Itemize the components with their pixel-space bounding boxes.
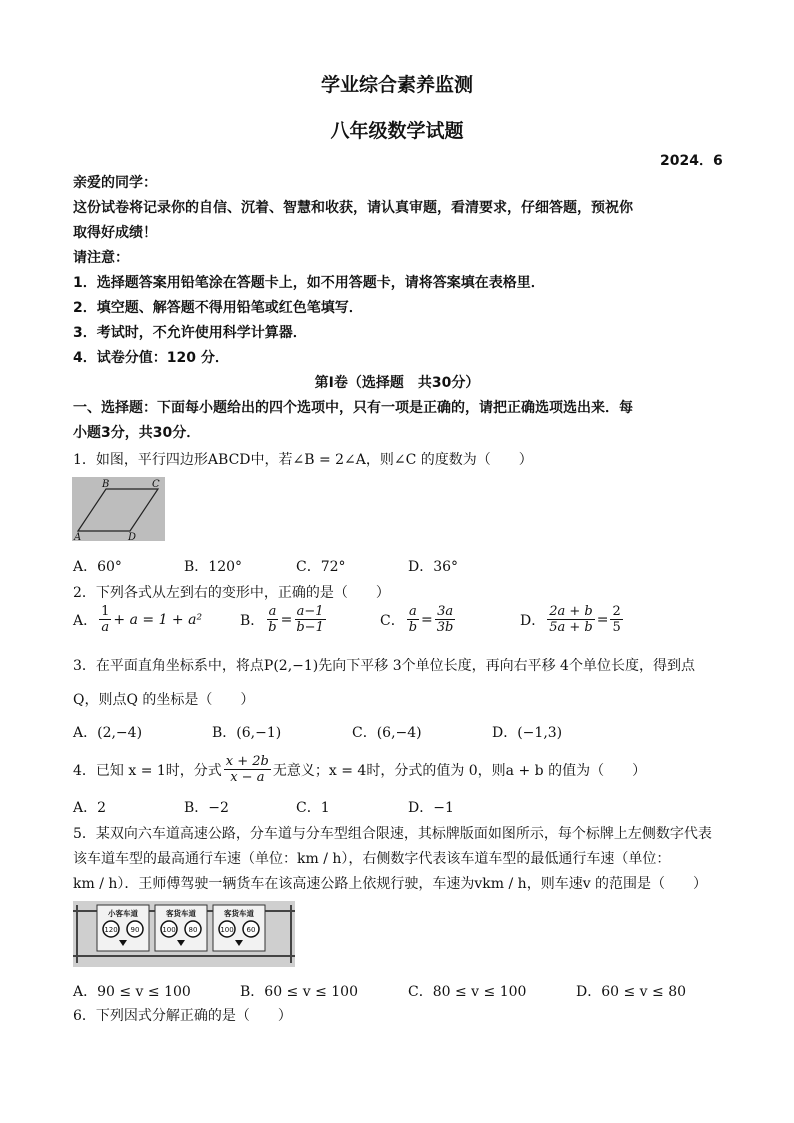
sign3-min: 60 [246,926,256,934]
section-title: 第Ⅰ卷（选择题 共30分） [314,375,480,391]
parallelogram-figure [72,477,165,541]
q3-stem-2: Q，则点Q 的坐标是（ ） [73,692,255,708]
notice-heading: 请注意： [73,250,129,266]
q3-stem-1: 3．在平面直角坐标系中，将点P(2,−1)先向下平移 3个单位长度，再向右平移 4个单位长度，得到点 [73,658,695,674]
q2-option-b[interactable]: B． $\frac{a}{b}$ = $\frac{a-1}{b-1}$ [240,604,324,635]
notice-1: 1．选择题答案用铅笔涂在答题卡上，如不用答题卡，请将答案填在表格里． [73,275,545,291]
sign2-min: 80 [188,926,198,934]
q3-option-b[interactable]: B．(6,−1) [212,725,282,741]
label-d: D [128,532,137,541]
sign1-max: 120 [104,926,118,934]
page-subtitle: 八年级数学试题 [330,120,464,142]
q3-option-d[interactable]: D．(−1,3) [492,725,563,741]
sign1-min: 90 [130,926,140,934]
q5-stem-2: 该车道车型的最高通行车速（单位：km / h），右侧数字代表该车道车型的最低通行车速（单位： [73,851,671,867]
sign3-max: 100 [220,926,234,934]
speed-limit-signs-figure [73,901,295,967]
q1-option-b[interactable]: B．120° [184,559,243,575]
q1-option-a[interactable]: A．60° [73,559,122,575]
greeting: 亲爱的同学： [73,175,157,191]
section-desc-2: 小题3分，共30分． [73,425,201,441]
q4-option-b[interactable]: B．−2 [184,800,229,816]
notice-4: 4．试卷分值：120 分． [73,350,229,366]
q2-option-a[interactable]: A． $\frac{1}{a}$ + a = 1 + a² [73,604,203,635]
q5-stem-1: 5．某双向六车道高速公路，分车道与分车型组合限速，其标牌版面如图所示，每个标牌上左侧数字代表 [73,826,712,842]
q5-option-a[interactable]: A．90 ≤ v ≤ 100 [73,984,191,1000]
q1-option-d[interactable]: D．36° [408,559,459,575]
q5-option-d[interactable]: D．60 ≤ v ≤ 80 [576,984,687,1000]
section-desc-1: 一、选择题：下面每小题给出的四个选项中，只有一项是正确的，请把正确选项选出来．每 [73,400,633,416]
q5-stem-3: km / h）．王师傅驾驶一辆货车在该高速公路上依规行驶，车速为vkm / h，则车速v 的范围是（ ） [73,876,708,892]
page-title: 学业综合素养监测 [320,74,473,96]
label-b: B [102,479,110,490]
label-c: C [152,479,160,490]
q5-option-c[interactable]: C．80 ≤ v ≤ 100 [408,984,527,1000]
q2-option-c[interactable]: C． $\frac{a}{b}$ = $\frac{3a}{3b}$ [380,604,454,635]
sign2-max: 100 [162,926,176,934]
intro-message-1: 这份试卷将记录你的自信、沉着、智慧和收获，请认真审题，看清要求，仔细答题，预祝你 [73,200,633,216]
label-a: A [74,532,82,541]
q1-stem: 1．如图，平行四边形ABCD中，若∠B = 2∠A，则∠C 的度数为（ ） [73,452,533,468]
notice-2: 2．填空题、解答题不得用铅笔或红色笔填写． [73,300,363,316]
q6-stem: 6．下列因式分解正确的是（ ） [73,1008,292,1024]
sign2-label: 客货车道 [166,909,196,918]
q2-stem: 2．下列各式从左到右的变形中，正确的是（ ） [73,585,390,601]
q4-option-c[interactable]: C．1 [296,800,330,816]
q4-stem: 4．已知 x = 1时，分式 $\frac{x + 2b}{x - a}$ 无意义；x = 4时，分式的值为 0，则a + b 的值为（ ） [73,754,647,785]
exam-date: 2024．6 [660,153,723,169]
notice-3: 3．考试时，不允许使用科学计算器． [73,325,307,341]
q3-option-c[interactable]: C．(6,−4) [352,725,422,741]
intro-message-2: 取得好成绩！ [73,225,157,241]
q4-option-a[interactable]: A．2 [73,800,107,816]
q1-option-c[interactable]: C．72° [296,559,346,575]
q4-option-d[interactable]: D．−1 [408,800,454,816]
sign1-label: 小客车道 [108,909,138,918]
q2-option-d[interactable]: D． $\frac{2a + b}{5a + b}$ = $\frac{2}{5}$ [520,604,621,635]
q3-option-a[interactable]: A．(2,−4) [73,725,143,741]
sign3-label: 客货车道 [224,909,254,918]
q5-option-b[interactable]: B．60 ≤ v ≤ 100 [240,984,358,1000]
